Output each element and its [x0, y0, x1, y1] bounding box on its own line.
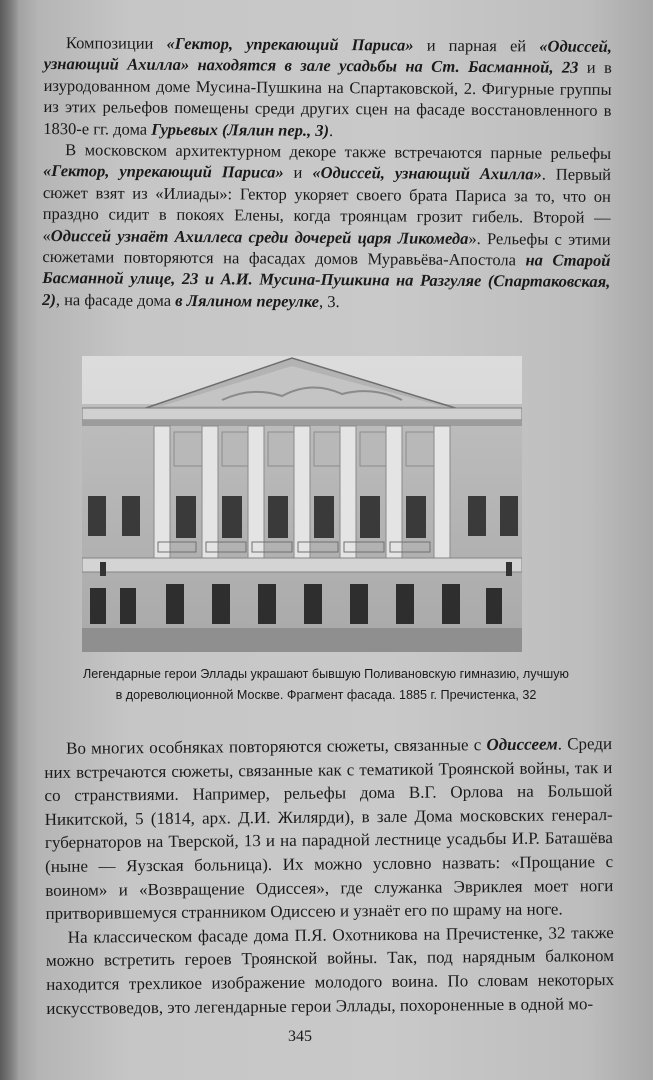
text-run: ». Рельефы с этими сюжетами повторяются на фасадах домов Муравьёва-Апостола — [42, 228, 611, 270]
text-run: «Одиссей, узнающий Ахилла» — [312, 163, 542, 184]
text-run: В московском архитектурном декоре также встречаются парные рельефы — [65, 140, 612, 163]
paragraph — [46, 921, 615, 1020]
text-run: Композиции — [65, 33, 167, 53]
text-run: . Первый сюжет взят из «Илиады»: Гектор укоряет своего брата Париса за то, что он праздно сидит в покоях Елены, когда троянцам грозит гибель. Второй — « — [42, 164, 612, 245]
paragraph — [42, 139, 611, 314]
text-run: Во многих особняках повторяются сюжеты, связанные с — [66, 735, 487, 758]
text-run: и — [283, 163, 313, 183]
text-run: , 3. — [318, 291, 340, 311]
text-run: находятся в зале усадьбы на Ст. Басманной, 23 — [197, 55, 579, 78]
bottom-text-block — [44, 732, 614, 1020]
book-gutter-shadow — [0, 0, 18, 1080]
text-run: , на фасаде дома — [55, 289, 176, 310]
photo-caption — [26, 664, 626, 706]
text-run: Одиссей узнаёт Ахиллеса среди дочерей царя Ликомеда — [50, 225, 469, 248]
building-facade-photo — [82, 356, 522, 652]
text-run: и парная ей — [413, 35, 540, 56]
paragraph — [43, 32, 612, 143]
paragraph — [44, 732, 614, 926]
text-run: и в изуродованном доме Мусина-Пушкина на Спартаковской, 2. Фигурные группы из этих рельефов помещены среди других сцен на фасаде восстановленного в 1830-е гг. дома — [43, 58, 612, 139]
text-run: в Лялином переулке — [175, 290, 320, 311]
top-text-block — [42, 32, 612, 314]
text-run: «Гектор, упрекающий Париса» — [166, 33, 414, 55]
text-run: «Гектор, упрекающий Париса» — [42, 161, 284, 183]
text-run: . — [329, 120, 334, 140]
text-run: Одиссеем — [486, 734, 558, 755]
caption-line-1: Легендарные герои Эллады украшают бывшую Поливановскую гимназию, лучшую — [83, 667, 569, 681]
text-run: Гурьевых (Лялин пер., 3) — [151, 119, 330, 140]
caption-line-2: в дореволюционной Москве. Фрагмент фасада. 1885 г. Пречистенка, 32 — [115, 688, 537, 702]
text-run: . Среди них встречаются сюжеты, связанные как с тематикой Троянской войны, так и со странствиями. Например, рельефы дома В.Г. Орлова на Большой Никитской, 5 (1814, арх. Д.И. Жилярди), в зале Дома московских генерал-губернаторов на Тверской, 13 и на парадной лестнице усадьбы И.Р. Баташёва (ныне — Яузская больница). Их можно условно назвать: «Прощание с воином» и «Возвращение Одиссея», где служанка Эвриклея моет ноги притворившемуся странником Одиссею и узнаёт его по шраму на ноге. — [44, 734, 614, 924]
page-number: 345 — [288, 1028, 312, 1045]
text-run: на Старой Басманной улице, 23 и А.И. Мусина-Пушкина на Разгуляе (Спартаковская, 2) — [42, 250, 611, 309]
text-run: «Одиссей, узнающий Ахилла» — [43, 36, 612, 75]
text-run — [189, 55, 198, 74]
text-run: На классическом фасаде дома П.Я. Охотникова на Пречистенке, 32 также можно встретить героев Троянской войны. Так, под нарядным балконом находится трехликое изображение молодого воина. По словам некоторых искусствоведов, это легендарные герои Эллады, похороненные в одной мо- — [45, 922, 615, 1018]
